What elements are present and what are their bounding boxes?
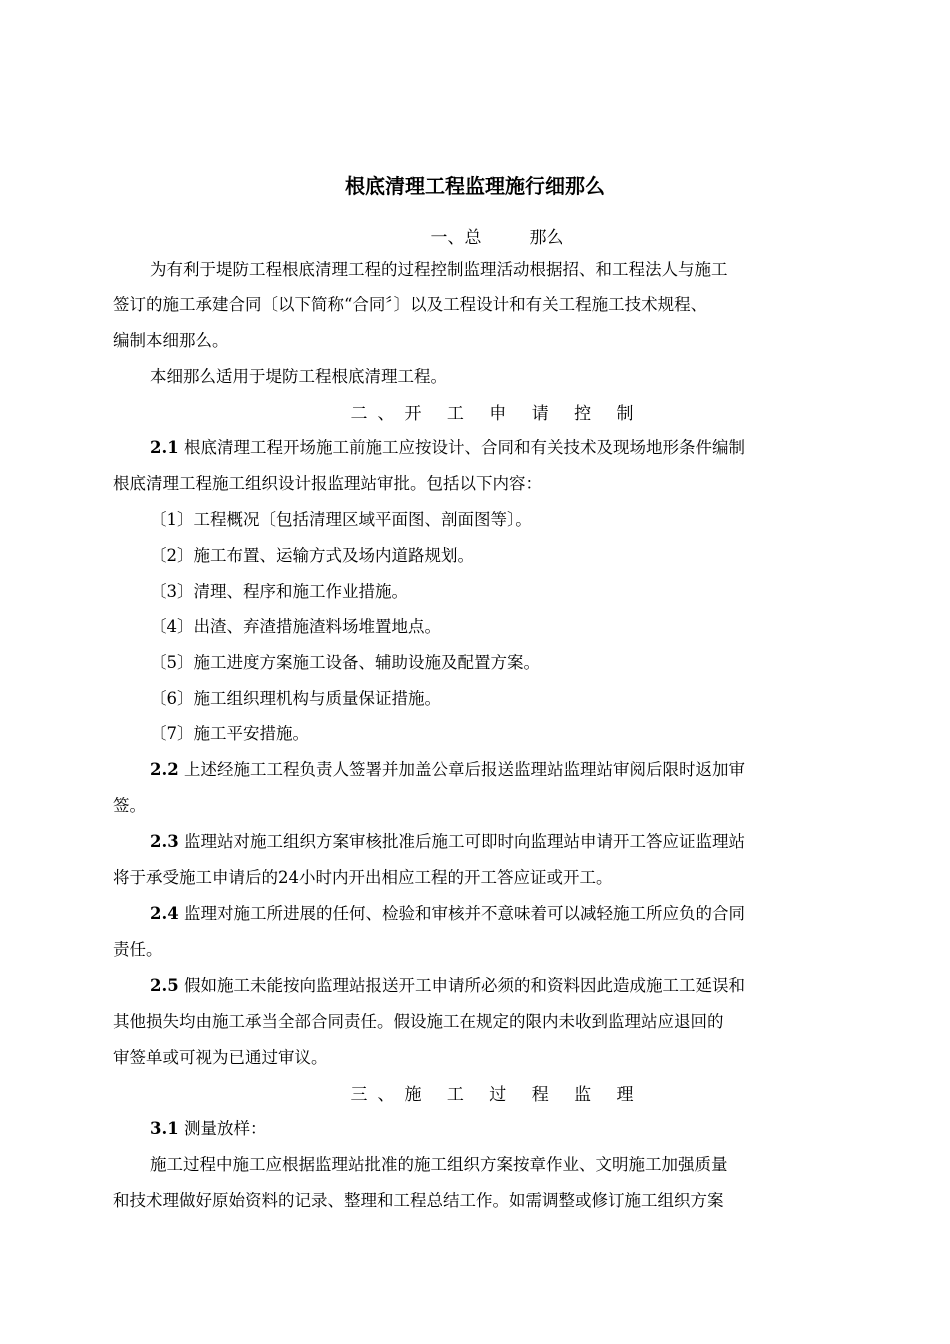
list-item: 〔3〕清理、程序和施工作业措施。 [150, 582, 408, 601]
paragraph-2-3-line [150, 830, 840, 854]
section-heading-general-part-a: 一、总 [430, 228, 482, 248]
clause-number: 3.1 [150, 1119, 179, 1138]
list-item: 〔7〕施工平安措施。 [150, 724, 309, 743]
clause-text: 上述经施工工程负责人签署并加盖公章后报送监理站监理站审阅后限时返加审 [183, 760, 745, 779]
clause-number: 2.3 [150, 832, 179, 851]
clause-text: 假如施工未能按向监理站报送开工申请所必须的和资料因此造成施工工延误和 [183, 976, 745, 995]
paragraph-line: 编制本细那么。 [113, 331, 229, 350]
clause-number: 2.1 [150, 438, 179, 457]
section-heading-general-part-b: 那么 [529, 228, 564, 248]
paragraph-line: 为有利于堤防工程根底清理工程的过程控制监理活动根据招、和工程法人与施工 [150, 260, 728, 279]
clause-number: 2.2 [150, 760, 179, 779]
clause-text: 根底清理工程开场施工前施工应按设计、合同和有关技术及现场地形条件编制 [183, 438, 745, 457]
paragraph-2-4-line [150, 902, 840, 926]
document-title: 根底清理工程监理施行细那么 [345, 174, 605, 198]
list-item: 〔4〕出渣、弃渣措施渣料场堆置地点。 [150, 617, 441, 636]
paragraph-3-1-line [150, 1117, 840, 1141]
paragraph-line: 审签单或可视为已通过审议。 [113, 1048, 328, 1067]
paragraph-2-1-line [150, 436, 840, 460]
list-item: 〔1〕工程概况〔包括清理区域平面图、剖面图等〕。 [150, 510, 532, 529]
paragraph-line: 签订的施工承建合同〔以下简称“合同〞〕以及工程设计和有关工程施工技术规程、 [113, 295, 708, 314]
paragraph-line: 责任。 [113, 940, 163, 959]
list-item: 〔6〕施工组织理机构与质量保证措施。 [150, 689, 441, 708]
paragraph-line: 本细那么适用于堤防工程根底清理工程。 [150, 367, 447, 386]
paragraph-line: 将于承受施工申请后的24小时内开出相应工程的开工答应证或开工。 [113, 868, 613, 887]
paragraph-line: 其他损失均由施工承当全部合同责任。假设施工在规定的限内未收到监理站应退回的 [113, 1012, 724, 1031]
section-heading-general [0, 225, 950, 251]
section-heading-construction-supervision: 三、施 工 过 程 监 理 [350, 1085, 644, 1105]
paragraph-2-2-line [150, 758, 840, 782]
paragraph-line: 根底清理工程施工组织设计报监理站审批。包括以下内容： [113, 474, 542, 493]
list-item: 〔2〕施工布置、运输方式及场内道路规划。 [150, 546, 474, 565]
list-item: 〔5〕施工进度方案施工设备、辅助设施及配置方案。 [150, 653, 540, 672]
clause-number: 2.5 [150, 976, 179, 995]
paragraph-2-5-line [150, 974, 840, 998]
clause-text: 监理对施工所进展的任何、检验和审核并不意味着可以减轻施工所应负的合同 [183, 904, 745, 923]
clause-text: 监理站对施工组织方案审核批准后施工可即时向监理站申请开工答应证监理站 [183, 832, 745, 851]
clause-number: 2.4 [150, 904, 179, 923]
paragraph-line: 和技术理做好原始资料的记录、整理和工程总结工作。如需调整或修订施工组织方案 [113, 1191, 724, 1210]
section-heading-start-application: 二、开 工 申 请 控 制 [350, 404, 644, 424]
clause-text: 测量放样： [183, 1119, 267, 1138]
paragraph-line: 施工过程中施工应根据监理站批准的施工组织方案按章作业、文明施工加强质量 [150, 1155, 728, 1174]
paragraph-line: 签。 [113, 796, 146, 815]
